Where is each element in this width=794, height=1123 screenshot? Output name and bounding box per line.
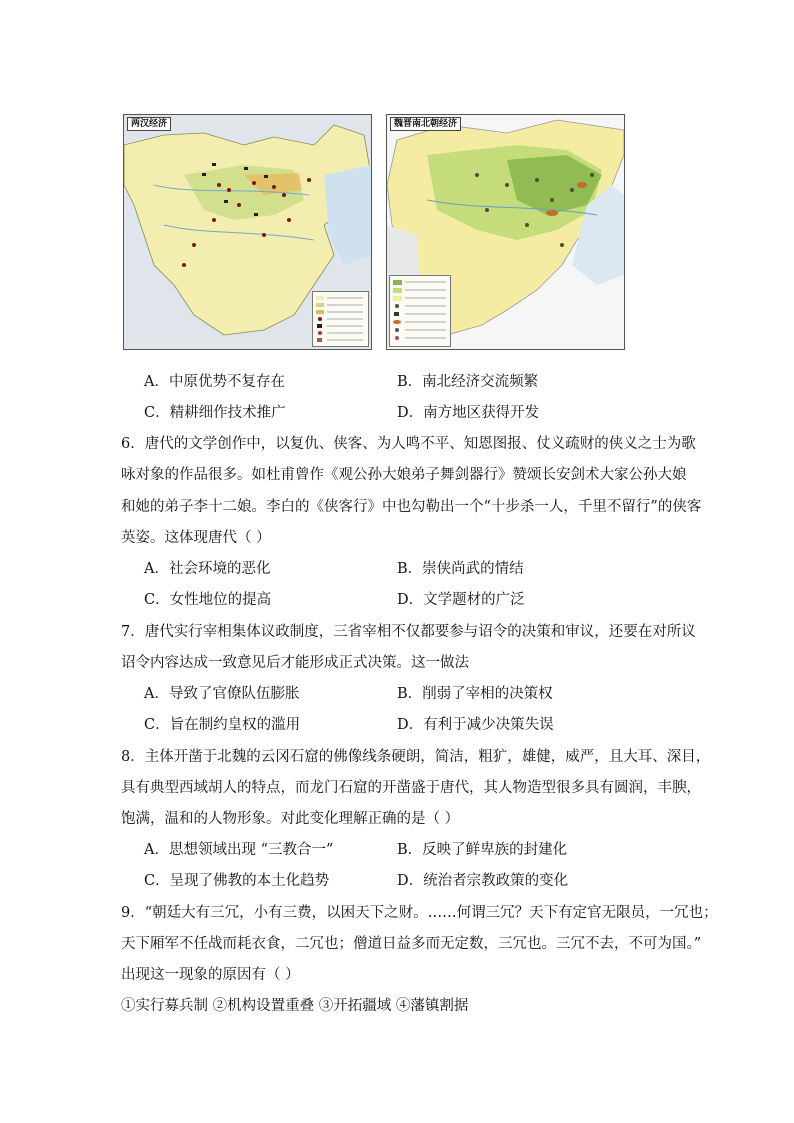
left-map-legend bbox=[312, 291, 369, 347]
q9-stem-line: 9．“朝廷大有三冗，小有三费，以困天下之财。……何谓三冗？天下有定官无限员，一冗也； bbox=[121, 905, 718, 921]
q8-option-d[interactable]: D．统治者宗教政策的变化 bbox=[397, 873, 569, 889]
q9-choices: ①实行募兵制 ②机构设置重叠 ③开拓疆域 ④藩镇割据 bbox=[121, 998, 469, 1014]
q7-option-b[interactable]: B．削弱了宰相的决策权 bbox=[397, 686, 553, 702]
q6-option-d[interactable]: D．文学题材的广泛 bbox=[397, 592, 525, 608]
q6-option-b[interactable]: B．崇侠尚武的情结 bbox=[397, 561, 524, 577]
q5-option-a[interactable]: A．中原优势不复存在 bbox=[144, 374, 285, 390]
wei-jin-economy-map bbox=[386, 114, 625, 350]
q8-stem-line: 8．主体开凿于北魏的云冈石窟的佛像线条硬朗，简洁，粗犷，雄健，威严，且大耳、深目， bbox=[121, 749, 711, 765]
q9-stem-line: 天下厢军不任战而耗衣食，二冗也；僧道日益多而无定数，三冗也。三冗不去，不可为国。” bbox=[121, 936, 702, 952]
q5-option-b[interactable]: B．南北经济交流频繁 bbox=[397, 374, 539, 390]
han-economy-map bbox=[123, 114, 372, 350]
q7-option-d[interactable]: D．有利于减少决策失误 bbox=[397, 717, 554, 733]
q7-option-c[interactable]: C．旨在制约皇权的滥用 bbox=[144, 717, 301, 733]
q8-stem-line: 具有典型西域胡人的特点，而龙门石窟的开凿盛于唐代，其人物造型很多具有圆润，丰腴， bbox=[121, 780, 701, 796]
right-map-title: 魏晋南北朝经济 bbox=[390, 117, 461, 131]
q7-stem-line: 7．唐代实行宰相集体议政制度，三省宰相不仅都要参与诏令的决策和审议，还要在对所议 bbox=[121, 624, 696, 640]
q5-option-d[interactable]: D．南方地区获得开发 bbox=[397, 405, 540, 421]
q9-stem-line: 出现这一现象的原因有（ ） bbox=[121, 967, 300, 983]
right-map-legend bbox=[389, 275, 451, 347]
q8-option-a[interactable]: A．思想领域出现 “三教合一” bbox=[144, 842, 334, 858]
q8-option-c[interactable]: C．呈现了佛教的本土化趋势 bbox=[144, 873, 330, 889]
q5-option-c[interactable]: C．精耕细作技术推广 bbox=[144, 405, 286, 421]
q7-stem-line: 诏令内容达成一致意见后才能形成正式决策。这一做法 bbox=[121, 655, 469, 671]
q6-stem-line: 英姿。这体现唐代（ ） bbox=[121, 530, 271, 546]
q6-stem-line: 咏对象的作品很多。如杜甫曾作《观公孙大娘弟子舞剑器行》赞颂长安剑术大家公孙大娘 bbox=[121, 467, 687, 483]
q6-option-c[interactable]: C．女性地位的提高 bbox=[144, 592, 272, 608]
q8-option-b[interactable]: B．反映了鲜卑族的封建化 bbox=[397, 842, 568, 858]
q8-stem-line: 饱满，温和的人物形象。对此变化理解正确的是（ ） bbox=[121, 811, 460, 827]
left-map-title: 两汉经济 bbox=[127, 117, 171, 131]
q7-option-a[interactable]: A．导致了官僚队伍膨胀 bbox=[144, 686, 300, 702]
q6-option-a[interactable]: A．社会环境的恶化 bbox=[144, 561, 271, 577]
q6-stem-line: 和她的弟子李十二娘。李白的《侠客行》中也勾勒出一个“十步杀一人，千里不留行”的侠客 bbox=[121, 499, 702, 515]
q6-stem-line: 6．唐代的文学创作中，以复仇、侠客、为人鸣不平、知恩图报、仗义疏财的侠义之士为歌 bbox=[121, 436, 696, 452]
